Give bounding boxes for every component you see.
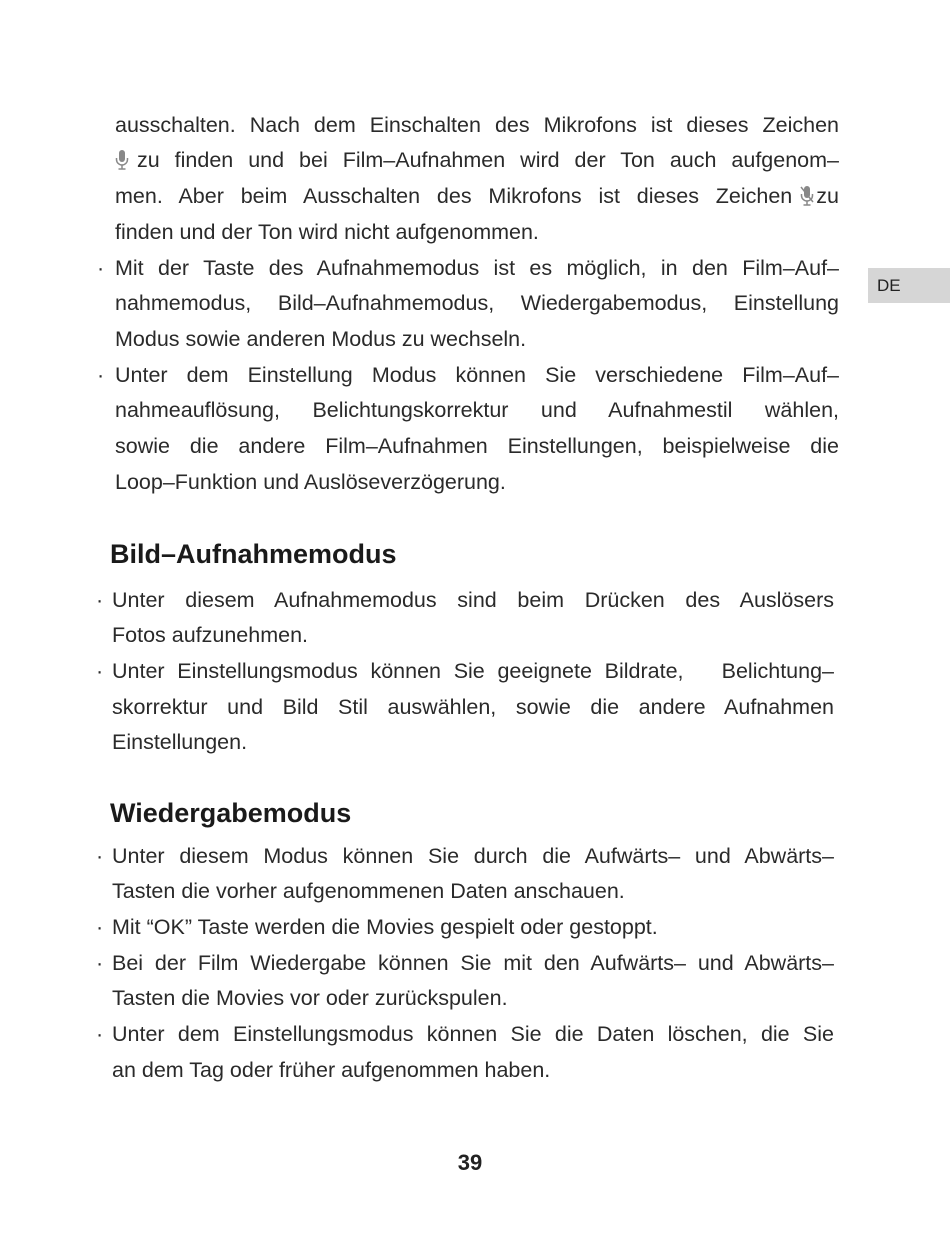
text-line: ausschalten. Nach dem Einschalten des Mikrofons ist dieses Zeichen [115,113,839,137]
bullet-glyph: · [96,1022,104,1046]
bullet-glyph: · [97,363,105,387]
text-line: Bei der Film Wiedergabe können Sie mit den Aufwärts– und Abwärts– [112,951,834,975]
bullet-glyph: · [97,256,105,280]
section-heading: Bild–Aufnahmemodus [110,539,397,569]
text-line-content: zu [816,184,839,208]
text-line: Einstellungen. [112,730,248,754]
text-line: Modus sowie anderen Modus zu wechseln. [115,327,527,351]
text-line: Tasten die Movies vor oder zurückspulen. [112,986,508,1010]
bullet-glyph: · [96,659,104,683]
section-heading: Wiedergabemodus [110,798,352,828]
text-line-content: zu finden und bei Film–Aufnahmen wird der Ton auch aufgenom– [137,148,839,172]
bullet-glyph: · [96,844,104,868]
text-line: sowie die andere Film–Aufnahmen Einstellungen, beispielweise die [115,434,839,458]
text-line: Unter dem Einstellungsmodus können Sie die Daten löschen, die Sie [112,1022,834,1046]
language-tab: DE [868,268,950,303]
text-line: Mit “OK” Taste werden die Movies gespielt oder gestoppt. [112,915,658,939]
text-line: nahmemodus, Bild–Aufnahmemodus, Wiedergabemodus, Einstellung [115,291,839,315]
text-line: Fotos aufzunehmen. [112,623,309,647]
text-line [115,145,839,175]
text-line: Unter diesem Modus können Sie durch die Aufwärts– und Abwärts– [112,844,834,868]
text-line: Unter Einstellungsmodus können Sie geeignete Bildrate, Belichtung– [112,659,834,683]
microphone-icon [115,149,129,171]
bullet-glyph: · [96,915,104,939]
text-line: Loop–Funktion und Auslöseverzögerung. [115,470,506,494]
text-line [115,181,839,211]
page-number: 39 [457,1150,483,1175]
text-line: Mit der Taste des Aufnahmemodus ist es möglich, in den Film–Auf– [115,256,839,280]
text-line: Unter diesem Aufnahmemodus sind beim Drücken des Auslösers [112,588,834,612]
text-line: finden und der Ton wird nicht aufgenommen. [115,220,539,244]
text-line: Tasten die vorher aufgenommenen Daten anschauen. [112,879,625,903]
bullet-glyph: · [96,951,104,975]
text-line: Unter dem Einstellung Modus können Sie verschiedene Film–Auf– [115,363,839,387]
text-line-content: men. Aber beim Ausschalten des Mikrofons ist dieses Zeichen [115,184,793,208]
text-line: an dem Tag oder früher aufgenommen haben. [112,1058,551,1082]
text-line: nahmeauflösung, Belichtungskorrektur und Aufnahmestil wählen, [115,398,839,422]
text-line: skorrektur und Bild Stil auswählen, sowie die andere Aufnahmen [112,695,834,719]
microphone-muted-icon [800,185,814,207]
bullet-glyph: · [96,588,104,612]
